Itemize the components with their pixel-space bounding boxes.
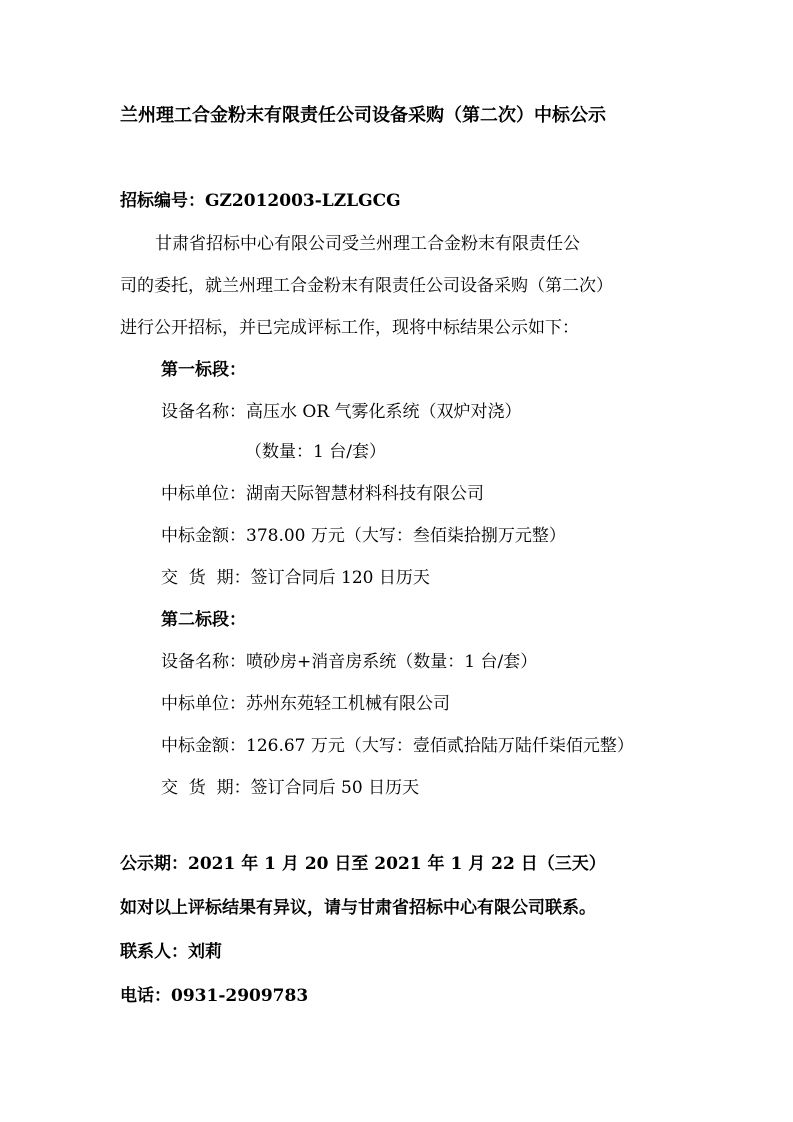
page-title: 兰州理工合金粉末有限责任公司设备采购（第二次）中标公示 bbox=[120, 105, 606, 126]
section1-winner-row bbox=[161, 482, 484, 506]
intro-line-1: 甘肃省招标中心有限公司受兰州理工合金粉末有限责任公 bbox=[155, 234, 580, 254]
section1-equipment-row bbox=[161, 400, 522, 424]
section1-amount-row bbox=[161, 524, 566, 548]
section2-winner-row bbox=[161, 692, 450, 716]
section2-equipment-row bbox=[161, 650, 537, 674]
section1-equipment-label: 设备名称： bbox=[161, 402, 246, 422]
section1-winner-label: 中标单位： bbox=[161, 484, 246, 504]
section1-quantity: （数量：1 台/套） bbox=[245, 442, 386, 462]
section1-delivery-row bbox=[161, 566, 430, 590]
section1-delivery-label: 交 货 期： bbox=[161, 568, 251, 588]
section2-delivery: 签订合同后 50 日历天 bbox=[250, 778, 420, 798]
section2-amount: 126.67 万元（大写：壹佰贰拾陆万陆仟柒佰元整） bbox=[246, 736, 634, 756]
bid-number-row bbox=[120, 189, 401, 213]
intro-line-3: 进行公开招标，并已完成评标工作，现将中标结果公示如下： bbox=[120, 318, 579, 338]
section2-amount-label: 中标金额： bbox=[161, 736, 246, 756]
section1-amount-label: 中标金额： bbox=[161, 526, 246, 546]
section2-heading: 第二标段： bbox=[161, 610, 246, 630]
section1-amount: 378.00 万元（大写：叁佰柒拾捌万元整） bbox=[246, 526, 566, 546]
section2-winner-label: 中标单位： bbox=[161, 694, 246, 714]
notice-period: 公示期：2021 年 1 月 20 日至 2021 年 1 月 22 日（三天） bbox=[120, 854, 606, 874]
contact-phone: 电话：0931-2909783 bbox=[120, 986, 309, 1006]
section1-equipment: 高压水 OR 气雾化系统（双炉对浇） bbox=[246, 402, 522, 422]
intro-line-2: 司的委托，就兰州理工合金粉末有限责任公司设备采购（第二次） bbox=[120, 276, 613, 296]
objection-note: 如对以上评标结果有异议，请与甘肃省招标中心有限公司联系。 bbox=[120, 898, 596, 918]
section2-equipment: 喷砂房+消音房系统（数量：1 台/套） bbox=[246, 652, 538, 672]
bid-number-label: 招标编号： bbox=[120, 191, 205, 211]
section2-equipment-label: 设备名称： bbox=[161, 652, 246, 672]
section2-winner: 苏州东苑轻工机械有限公司 bbox=[246, 694, 450, 714]
section1-winner: 湖南天际智慧材料科技有限公司 bbox=[246, 484, 484, 504]
contact-person: 联系人：刘莉 bbox=[120, 942, 222, 962]
section2-delivery-label: 交 货 期： bbox=[161, 778, 251, 798]
section2-amount-row bbox=[161, 734, 634, 758]
section2-delivery-row bbox=[161, 776, 419, 800]
bid-number: GZ2012003-LZLGCG bbox=[205, 191, 401, 211]
section1-delivery: 签订合同后 120 日历天 bbox=[250, 568, 430, 588]
section1-heading: 第一标段： bbox=[161, 360, 246, 380]
